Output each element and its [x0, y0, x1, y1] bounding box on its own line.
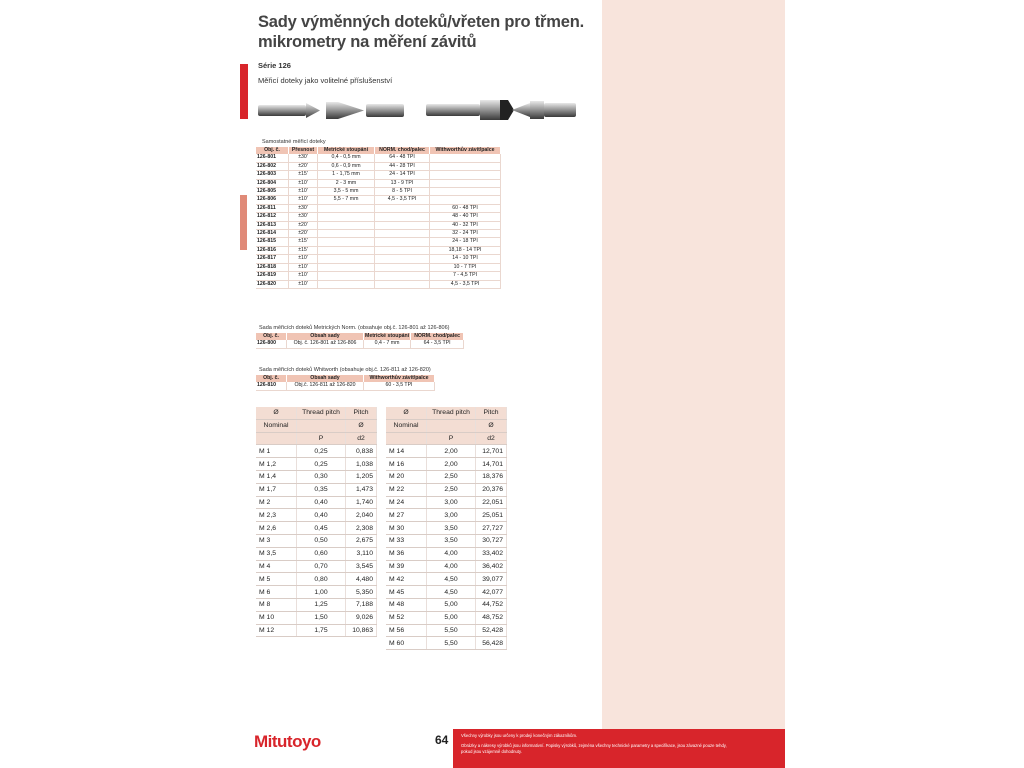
obj-number: 126-812: [256, 213, 289, 221]
table-row: [256, 213, 501, 221]
nominal-size: M 2,6: [256, 522, 297, 535]
accuracy: ±10': [289, 263, 318, 271]
pitch-diameter: 44,752: [476, 598, 507, 611]
thread-pitch: 0,80: [297, 573, 346, 586]
disclaimer-line-1: Všechny výrobky jsou určeny k prodeji konečným zákazníkům.: [461, 733, 578, 738]
col-metric-pitch: Metrické stoupání: [318, 147, 375, 154]
thread-pitch: 0,50: [297, 534, 346, 547]
pitch-diameter: 3,545: [346, 560, 377, 573]
thread-pitch: 3,00: [427, 496, 476, 509]
unified-tpi: [375, 238, 430, 246]
individual-probes-table: [256, 147, 501, 289]
hd-thread-pitch: Thread pitch: [427, 407, 476, 419]
thread-pitch: 0,70: [297, 560, 346, 573]
pitch-diameter: 1,205: [346, 470, 377, 483]
accuracy: ±10': [289, 255, 318, 263]
col-contents: Obsah sady: [287, 333, 364, 340]
nominal-size: M 45: [386, 586, 427, 599]
whitworth-tpi: [430, 179, 501, 187]
hd-nominal-symbol: Ø: [256, 407, 297, 419]
thread-pitch: 0,30: [297, 470, 346, 483]
hd-pitch-symbol: Ø: [346, 419, 377, 432]
hd-d2: d2: [346, 432, 377, 445]
metric-pitch: [318, 230, 375, 238]
nominal-size: M 10: [256, 611, 297, 624]
thread-pitch: 0,35: [297, 483, 346, 496]
col-contents: Obsah sady: [287, 375, 364, 382]
pitch-diameter: 14,701: [476, 458, 507, 471]
whitworth-tpi: 60 - 48 TPI: [430, 204, 501, 212]
pitch-diameter: 18,376: [476, 470, 507, 483]
accuracy: ±30': [289, 204, 318, 212]
thread-pitch: 4,00: [427, 547, 476, 560]
hd-empty: [386, 432, 427, 445]
pitch-diameter: 36,402: [476, 560, 507, 573]
nominal-size: M 2,3: [256, 509, 297, 522]
disclaimer-line-2: Obrázky a nákresy výrobků jsou informativní. Popisky výrobků, zejména všechny technické parametry a specifikace, jsou závazné pouze tehdy,: [461, 743, 727, 748]
metric-pitch: [318, 280, 375, 288]
nominal-size: M 5: [256, 573, 297, 586]
table-row: [256, 573, 377, 586]
whitworth-tpi: [430, 196, 501, 204]
table-row: [386, 598, 507, 611]
pitch-diameter: 4,480: [346, 573, 377, 586]
nominal-size: M 14: [386, 445, 427, 458]
unified-tpi: 24 - 14 TPI: [375, 171, 430, 179]
accuracy: ±10': [289, 179, 318, 187]
pitch-diameter: 52,428: [476, 624, 507, 637]
pink-accent-bar: [240, 195, 247, 250]
metric-set-table: [256, 333, 464, 349]
accuracy: ±30': [289, 154, 318, 162]
table-row: [386, 573, 507, 586]
whitworth-tpi: [430, 162, 501, 170]
nominal-size: M 60: [386, 637, 427, 650]
col-obj: Obj. č.: [256, 375, 287, 382]
unified-tpi: 13 - 9 TPI: [375, 179, 430, 187]
nominal-size: M 4: [256, 560, 297, 573]
table-row: [256, 598, 377, 611]
col-unified-tpi: NORM. chod/palec: [411, 333, 464, 340]
table-row: [256, 611, 377, 624]
thread-pitch-table-left: [256, 407, 377, 637]
nominal-size: M 36: [386, 547, 427, 560]
pitch-diameter: 42,077: [476, 586, 507, 599]
accuracy: ±15': [289, 238, 318, 246]
whitworth-tpi: [430, 188, 501, 196]
metric-pitch: [318, 238, 375, 246]
table-row: [256, 230, 501, 238]
unified-tpi: [375, 204, 430, 212]
obj-number: 126-806: [256, 196, 289, 204]
pitch-diameter: 30,727: [476, 534, 507, 547]
obj-number: 126-803: [256, 171, 289, 179]
table-row: [256, 382, 435, 390]
table-row: [386, 611, 507, 624]
table-row: [256, 238, 501, 246]
obj-number: 126-820: [256, 280, 289, 288]
hd-nominal: Nominal: [386, 419, 427, 432]
pitch-diameter: 20,376: [476, 483, 507, 496]
nominal-size: M 22: [386, 483, 427, 496]
whitworth-tpi: 7 - 4,5 TPI: [430, 272, 501, 280]
nominal-size: M 24: [386, 496, 427, 509]
obj-number: 126-818: [256, 263, 289, 271]
nominal-size: M 33: [386, 534, 427, 547]
thread-pitch: 3,50: [427, 522, 476, 535]
table-row: [256, 522, 377, 535]
thread-pitch: 0,40: [297, 496, 346, 509]
col-obj: Obj. č.: [256, 333, 287, 340]
thread-pitch: 1,00: [297, 586, 346, 599]
pitch-diameter: 2,308: [346, 522, 377, 535]
thread-pitch: 3,50: [427, 534, 476, 547]
hd-pitch-symbol: Ø: [476, 419, 507, 432]
thread-pitch: 1,50: [297, 611, 346, 624]
table-row: [386, 586, 507, 599]
table-row: [256, 340, 464, 348]
col-accuracy: Přesnost: [289, 147, 318, 154]
unified-tpi: 4,5 - 3,5 TPI: [375, 196, 430, 204]
accuracy: ±15': [289, 171, 318, 179]
whitworth-tpi: 10 - 7 TPI: [430, 263, 501, 271]
nominal-size: M 42: [386, 573, 427, 586]
hd-thread-pitch: Thread pitch: [297, 407, 346, 419]
unified-tpi: [375, 272, 430, 280]
thread-pitch: 0,40: [297, 509, 346, 522]
thread-pitch: 1,75: [297, 624, 346, 637]
disclaimer-line-3: pokud jsou vzájemně dohodnuty.: [461, 749, 522, 754]
table-row: [386, 458, 507, 471]
whitworth-tpi: 60 - 3,5 TPI: [364, 382, 435, 390]
pitch-diameter: 33,402: [476, 547, 507, 560]
pitch-diameter: 3,110: [346, 547, 377, 560]
metric-pitch: [318, 246, 375, 254]
thread-pitch: 2,50: [427, 483, 476, 496]
table-row: [256, 162, 501, 170]
table-row: [256, 586, 377, 599]
whitworth-set-table: [256, 375, 435, 391]
metric-pitch: [318, 221, 375, 229]
unified-tpi: 64 - 3,5 TPI: [411, 340, 464, 348]
accuracy: ±20': [289, 230, 318, 238]
accuracy: ±20': [289, 221, 318, 229]
table-row: [256, 547, 377, 560]
thread-pitch: 1,25: [297, 598, 346, 611]
hd-d2: d2: [476, 432, 507, 445]
metric-pitch: [318, 204, 375, 212]
pitch-diameter: 56,428: [476, 637, 507, 650]
pitch-diameter: 39,077: [476, 573, 507, 586]
hd-p: P: [297, 432, 346, 445]
pitch-diameter: 1,740: [346, 496, 377, 509]
thread-pitch: 2,50: [427, 470, 476, 483]
table-row: [256, 171, 501, 179]
set-contents: Obj.č. 126-811 až 126-820: [287, 382, 364, 390]
unified-tpi: [375, 263, 430, 271]
thread-pitch: 2,00: [427, 458, 476, 471]
table-row: [386, 534, 507, 547]
nominal-size: M 1,4: [256, 470, 297, 483]
thread-pitch: 0,25: [297, 458, 346, 471]
hd-pitch: Pitch: [346, 407, 377, 419]
table3-caption: Sada měřicích doteků Whitworth (obsahuje obj.č. 126-811 až 126-820): [259, 367, 431, 373]
thread-pitch-table-right: [386, 407, 507, 650]
table1-caption: Samostatné měřicí doteky: [262, 139, 326, 145]
table-row: [386, 522, 507, 535]
side-panel: [602, 0, 785, 768]
whitworth-tpi: [430, 171, 501, 179]
thread-pitch: 2,00: [427, 445, 476, 458]
set-contents: Obj. č. 126-801 až 126-806: [287, 340, 364, 348]
whitworth-tpi: [430, 154, 501, 162]
table-row: [386, 445, 507, 458]
accuracy: ±10': [289, 280, 318, 288]
whitworth-tpi: 32 - 24 TPI: [430, 230, 501, 238]
table-row: [256, 560, 377, 573]
thread-pitch: 4,50: [427, 573, 476, 586]
hd-empty: [297, 419, 346, 432]
obj-number: 126-802: [256, 162, 289, 170]
accuracy: ±20': [289, 162, 318, 170]
pitch-diameter: 10,863: [346, 624, 377, 637]
unified-tpi: [375, 221, 430, 229]
thread-pitch: 5,50: [427, 624, 476, 637]
col-obj: Obj. č.: [256, 147, 289, 154]
nominal-size: M 56: [386, 624, 427, 637]
table-row: [256, 263, 501, 271]
table-row: [386, 483, 507, 496]
pitch-diameter: 5,350: [346, 586, 377, 599]
accuracy: ±10': [289, 196, 318, 204]
obj-number: 126-819: [256, 272, 289, 280]
nominal-size: M 6: [256, 586, 297, 599]
probe-v-anvil-illustration: [424, 94, 579, 126]
footer-disclaimer-box: [453, 729, 785, 768]
metric-pitch: [318, 272, 375, 280]
red-accent-bar: [240, 64, 248, 119]
thread-pitch: 4,00: [427, 560, 476, 573]
obj-number: 126-801: [256, 154, 289, 162]
hd-p: P: [427, 432, 476, 445]
table-row: [256, 496, 377, 509]
accuracy: ±15': [289, 246, 318, 254]
whitworth-tpi: 24 - 18 TPI: [430, 238, 501, 246]
page-subtitle: Měřicí doteky jako volitelné příslušenství: [258, 76, 393, 85]
nominal-size: M 48: [386, 598, 427, 611]
nominal-size: M 20: [386, 470, 427, 483]
unified-tpi: 44 - 28 TPI: [375, 162, 430, 170]
obj-number: 126-817: [256, 255, 289, 263]
accuracy: ±30': [289, 213, 318, 221]
obj-number: 126-814: [256, 230, 289, 238]
pitch-diameter: 9,026: [346, 611, 377, 624]
nominal-size: M 3: [256, 534, 297, 547]
pitch-diameter: 1,473: [346, 483, 377, 496]
pitch-diameter: 12,701: [476, 445, 507, 458]
metric-pitch: 0,4 - 0,5 mm: [318, 154, 375, 162]
table-row: [386, 637, 507, 650]
thread-pitch: 0,60: [297, 547, 346, 560]
hd-nominal: Nominal: [256, 419, 297, 432]
pitch-diameter: 27,727: [476, 522, 507, 535]
nominal-size: M 16: [386, 458, 427, 471]
table-row: [256, 272, 501, 280]
metric-pitch: 1 - 1,75 mm: [318, 171, 375, 179]
metric-pitch: 5,5 - 7 mm: [318, 196, 375, 204]
table-row: [386, 509, 507, 522]
table-row: [386, 547, 507, 560]
table2-caption: Sada měřicích doteků Metrických Norm. (obsahuje obj.č. 126-801 až 126-806): [259, 325, 450, 331]
metric-pitch: 3,5 - 5 mm: [318, 188, 375, 196]
nominal-size: M 3,5: [256, 547, 297, 560]
table-row: [256, 280, 501, 288]
obj-number: 126-811: [256, 204, 289, 212]
nominal-size: M 12: [256, 624, 297, 637]
nominal-size: M 1,7: [256, 483, 297, 496]
whitworth-tpi: 14 - 10 TPI: [430, 255, 501, 263]
table-row: [256, 458, 377, 471]
obj-number: 126-800: [256, 340, 287, 348]
col-whitworth-tpi: Withworthův závit/palce: [364, 375, 435, 382]
unified-tpi: 8 - 5 TPI: [375, 188, 430, 196]
whitworth-tpi: 40 - 32 TPI: [430, 221, 501, 229]
obj-number: 126-805: [256, 188, 289, 196]
nominal-size: M 27: [386, 509, 427, 522]
table-row: [256, 246, 501, 254]
metric-pitch: [318, 213, 375, 221]
table-row: [256, 445, 377, 458]
unified-tpi: [375, 230, 430, 238]
metric-pitch: [318, 255, 375, 263]
hd-empty: [427, 419, 476, 432]
table-row: [256, 509, 377, 522]
nominal-size: M 39: [386, 560, 427, 573]
pitch-diameter: 22,051: [476, 496, 507, 509]
thread-pitch: 5,00: [427, 598, 476, 611]
unified-tpi: [375, 255, 430, 263]
nominal-size: M 30: [386, 522, 427, 535]
thread-pitch: 3,00: [427, 509, 476, 522]
page-title: Sady výměnných doteků/vřeten pro třmen. mikrometry na měření závitů: [258, 13, 584, 51]
series-label: Série 126: [258, 61, 291, 70]
pitch-diameter: 0,838: [346, 445, 377, 458]
table-row: [256, 470, 377, 483]
table-row: [256, 188, 501, 196]
whitworth-tpi: 4,5 - 3,5 TPI: [430, 280, 501, 288]
nominal-size: M 2: [256, 496, 297, 509]
mitutoyo-logo: Mitutoyo: [254, 732, 321, 751]
nominal-size: M 8: [256, 598, 297, 611]
col-metric-pitch: Metrické stoupání: [365, 333, 410, 339]
metric-pitch: 0,4 - 7 mm: [364, 340, 411, 348]
table-row: [256, 196, 501, 204]
table-row: [256, 483, 377, 496]
pitch-diameter: 2,675: [346, 534, 377, 547]
thread-pitch: 0,25: [297, 445, 346, 458]
table-row: [256, 179, 501, 187]
obj-number: 126-816: [256, 246, 289, 254]
nominal-size: M 1: [256, 445, 297, 458]
page-number: 64: [435, 733, 449, 747]
nominal-size: M 52: [386, 611, 427, 624]
col-unified-tpi: NORM. chod/palec: [375, 147, 430, 154]
whitworth-tpi: 48 - 40 TPI: [430, 213, 501, 221]
thread-pitch: 5,00: [427, 611, 476, 624]
metric-pitch: 0,6 - 0,9 mm: [318, 162, 375, 170]
hd-pitch: Pitch: [476, 407, 507, 419]
probe-cone-illustration: [256, 96, 408, 126]
obj-number: 126-810: [256, 382, 287, 390]
col-whitworth-tpi: Withworthův závit/palce: [430, 147, 501, 154]
accuracy: ±10': [289, 188, 318, 196]
thread-pitch: 0,45: [297, 522, 346, 535]
hd-nominal-symbol: Ø: [386, 407, 427, 419]
metric-pitch: 2 - 3 mm: [318, 179, 375, 187]
table-row: [256, 255, 501, 263]
pitch-diameter: 48,752: [476, 611, 507, 624]
obj-number: 126-815: [256, 238, 289, 246]
table-row: [386, 496, 507, 509]
table-row: [256, 624, 377, 637]
unified-tpi: 64 - 48 TPI: [375, 154, 430, 162]
table-row: [256, 204, 501, 212]
unified-tpi: [375, 280, 430, 288]
thread-pitch: 4,50: [427, 586, 476, 599]
hd-empty: [256, 432, 297, 445]
pitch-diameter: 25,051: [476, 509, 507, 522]
pitch-diameter: 7,188: [346, 598, 377, 611]
thread-pitch: 5,50: [427, 637, 476, 650]
accuracy: ±10': [289, 272, 318, 280]
whitworth-tpi: 18,18 - 14 TPI: [430, 246, 501, 254]
table-row: [386, 624, 507, 637]
table-row: [256, 154, 501, 162]
table-row: [386, 470, 507, 483]
table-row: [386, 560, 507, 573]
unified-tpi: [375, 246, 430, 254]
pitch-diameter: 2,040: [346, 509, 377, 522]
pitch-diameter: 1,038: [346, 458, 377, 471]
obj-number: 126-813: [256, 221, 289, 229]
table-row: [256, 534, 377, 547]
table-row: [256, 221, 501, 229]
nominal-size: M 1,2: [256, 458, 297, 471]
metric-pitch: [318, 263, 375, 271]
unified-tpi: [375, 213, 430, 221]
obj-number: 126-804: [256, 179, 289, 187]
